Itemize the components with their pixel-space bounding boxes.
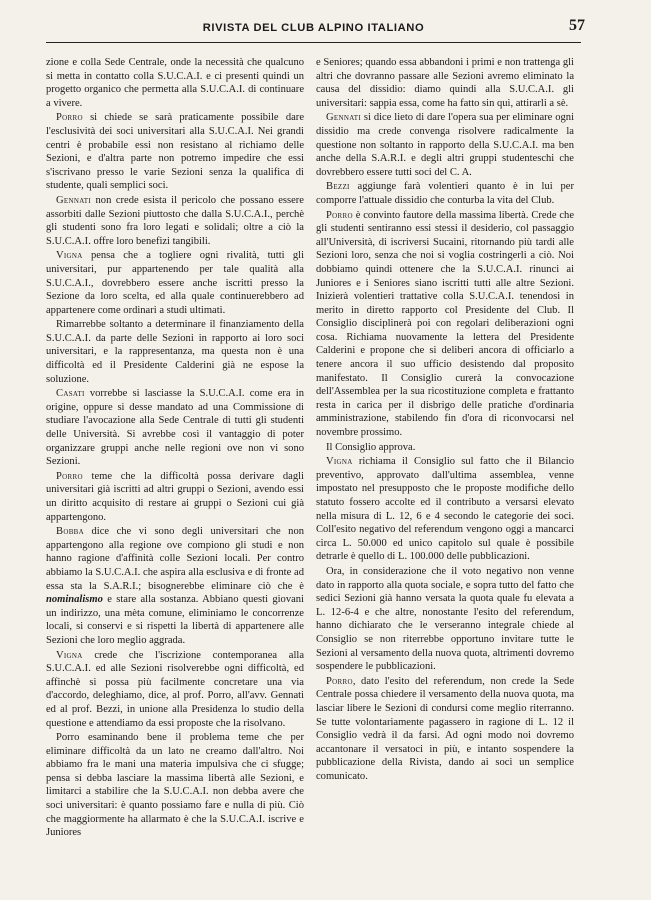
paragraph — [46, 387, 304, 469]
paragraph-text: vorrebbe si lasciasse la S.U.C.A.I. come era in origine, oppure si desse mandato ad una Commissione di studiare l'avocazione alla Sede Centrale di tutti gli studenti delle Università. Si avrebbe così il vantaggio di poter organizzare gruppi anche nelle regioni ove non vi sono Sezioni. — [46, 388, 305, 468]
speaker-name: Porro — [56, 470, 83, 482]
paragraph-text-after: e stare alla sostanza. Abbiano questi giovani un indirizzo, una mèta comune, eliminiamo le concorrenze locali, si conservi e si rispetti la libertà di appartenere alle Sezioni che loro meglio aggrada. — [46, 594, 304, 646]
paragraph-text: teme che la difficoltà possa derivare dagli universitari già iscritti ad altri gruppi o Sezioni, avendo essi un diritto acquisito di restare ai gruppi o Sezioni cui già appartengono. — [46, 470, 304, 523]
speaker-name: Bobba — [56, 526, 84, 538]
paragraph — [316, 209, 574, 440]
speaker-name: Gennati — [326, 112, 361, 124]
right-column — [316, 56, 574, 784]
speaker-name: Porro — [326, 209, 353, 221]
paragraph — [46, 470, 304, 524]
paragraph-text: dice che vi sono degli universitari che non appartengono alla regione ove compiono gli studi e non hanno ragione d'affinità colle Sezioni locali. Per contro abbiamo la S.U.C.A.I. che aspira alla esclusiva e di fronte ad essa sta la S.A.R.I.; bisognerebbe eliminare ciò che è — [46, 526, 304, 592]
emphasized-word: nominalismo — [46, 594, 103, 606]
paragraph-text: Rimarrebbe soltanto a determinare il finanziamento della S.U.C.A.I. da parte delle Sezioni in rapporto ai loro soci universitari, e la rappresentanza, ma questa non è una difficoltà ed il Presidente Calderini già ne espose la soluzione. — [46, 319, 304, 385]
paragraph-text: non crede esista il pericolo che possano essere assorbiti dalle Sezioni piuttosto che dalla S.U.C.A.I., perchè gli studenti sono fra loro legati e solidali; oltre a ciò la S.U.C.A.I. offre loro benefizi tangibili. — [46, 194, 304, 247]
paragraph — [46, 111, 304, 193]
paragraph-text: Porro esaminando bene il problema teme che per eliminare difficoltà da un lato ne creamo dall'altro. Noi abbiamo fra le mani una materia impulsiva che ci sfugge; pensa si debba lasciare la massima libertà alle Sezioni, e limitarci a stabilire che la S.U.C.A.I. non debba avere che soci universitari: è quanto possiamo fare e nulla di più. Ciò che maggiormente ha allarmato è che la S.U.C.A.I. iscrive e Juniores — [46, 732, 304, 839]
paragraph — [46, 731, 304, 840]
page-number: 57 — [569, 17, 585, 34]
paragraph-text: richiama il Consiglio sul fatto che il Bilancio preventivo, approvato dall'ultima assemblea, venne impostato nel presupposto che le proposte modifiche dello statuto fossero accolte ed il contributo a versarsi elevato nella misura di L. 12, 6 e 4 secondo le categorie dei soci. Coll'esito negativo del referendum vengono oggi a mancarci circa L. 50.000 ed unico capitolo sul quale è possibile detrarle è quello di L. 100.000 delle pubblicazioni. — [316, 456, 574, 563]
paragraph-text: aggiunge farà volentieri quanto è in lui per comporre l'attuale dissidio che conturba la vita del Club. — [316, 181, 574, 206]
paragraph — [46, 525, 304, 647]
speaker-name: Porro — [326, 675, 353, 687]
speaker-name: Vigna — [56, 649, 83, 661]
left-column — [46, 56, 304, 841]
speaker-name: Porro — [56, 112, 83, 124]
paragraph — [46, 194, 304, 248]
paragraph-text: crede che l'iscrizione contemporanea alla S.U.C.A.I. ed alle Sezioni risolverebbe ogni difficoltà, ed affinchè si possa più facilmente concretare una via d'accordo, deleghiamo, dice, al prof. Porro, all'avv. Gennati ed al prof. Bezzi, in unione alla Presidenza lo studio della questione e attendiamo da essi proposte che la risolvano. — [46, 649, 304, 729]
speaker-name: Gennati — [56, 194, 91, 206]
paragraph — [46, 649, 304, 731]
paragraph-text: è convinto fautore della massima libertà. Crede che gli studenti sentiranno essi stessi il desiderio, col passaggio all'Università, di iscriversi Sucaini, ritornando più tardi alle Sezioni loro, senza che noi si voglia costringerli a ciò. Noi dobbiamo quindi ottenere che la S.U.C.A.I. rinunci ai Juniores e i Seniores siano iscritti tutti alle altre Sezioni. Inizierà volentieri trattative colla S.U.C.A.I. tenendosi in merito in diretto rapporto col Presidente del Club. Il Consiglio disciplinerà poi con regolari deliberazioni ogni cosa. Richiama nuovamente la lettera del Presidente Calderini e propone che si deliberi ancora di officiarlo a tenere ancora il suo ufficio desistendo dal proposito manifestato. Il Consiglio curerà la convocazione dell'Assemblea per la sua ricostituzione completa e frattanto resta in carica per il disbrigo delle pratiche d'ordinaria amministrazione, stabilendo fin d'ora di riconvocarsi nel novembre prossimo. — [316, 209, 574, 439]
speaker-name: Vigna — [56, 250, 83, 262]
paragraph — [316, 56, 574, 110]
paragraph — [316, 180, 574, 207]
paragraph-text: Ora, in considerazione che il voto negativo non venne dato in rapporto alla quota sociale, e sopra tutto del fatto che sedici Sezioni già hanno versata la quota quale fu elevata a L. 12-6-4 e che altre, nonostante l'esito del referendum, hanno dichiarato che le verseranno integrale chiede al Consiglio se non riterrebbe opportuno invitare tutte le Sezioni al versamento della nuova quota, altrimenti dovremo sospendere le pubblicazioni. — [316, 565, 574, 673]
speaker-name: Casati — [56, 388, 85, 400]
paragraph-text: zione e colla Sede Centrale, onde la necessità che qualcuno si metta in contatto colla S.U.C.A.I. e ci presenti quindi un progetto organico che permetta alla S.U.C.A.I. di continuare a vivere. — [46, 57, 304, 109]
speaker-name: Vigna — [326, 456, 353, 468]
paragraph — [46, 56, 304, 110]
paragraph-text: e Seniores; quando essa abbandoni i primi e non trattenga gli altri che dovranno passare alle Sezioni avremo eliminato la causa del dissidio: diamo quindi alla S.U.C.A.I. gli universitari: sappia essa, come ha fatto sin qui, attirarli a sè. — [316, 57, 574, 109]
paragraph — [46, 318, 304, 386]
paragraph — [316, 111, 574, 179]
paragraph-text: si dice lieto di dare l'opera sua per eliminare ogni dissidio ma crede convenga risolvere radicalmente la questione non soltanto in rapporto della S.U.C.A.I. ma ben anche della S.A.R.I. e degli altri gruppi studenteschi che dovrebbero essere tutti soci del C. A. — [316, 112, 575, 178]
paragraph-text: si chiede se sarà praticamente possibile dare l'esclusività dei soci universitari alla S.U.C.A.I. Nei grandi centri è probabile essi non resistano al richiamo delle Sezioni, e d'altra parte non potremo impedire che essi s'iscrivano presso le varie Sezioni senza la qualifica di studente, quali semplici soci. — [46, 112, 304, 192]
paragraph — [46, 249, 304, 317]
paragraph-text: Il Consiglio approva. — [326, 441, 416, 453]
paragraph-text: , dato l'esito del referendum, non crede la Sede Centrale possa chiedere il versamento della nuova quota, ma lasciar libere le Sezioni di condursi come meglio riterranno. Se tutte volontariamente pagassero in ragione di L. 12 il Consiglio vedrà il da farsi. Ad ogni modo noi dovremo accantonare il versatoci in più, e intanto sospendere la pubblicazione della Rivista, dando ai soci un semplice comunicato. — [316, 675, 574, 782]
paragraph-text: pensa che a togliere ogni rivalità, tutti gli universitari, pur appartenendo per tale qualità alla S.U.C.A.I., dovrebbero essere anche iscritti presso la Sezione da loro scelta, ed alla quale continuerebbero ad appartenere come ordinari a studi ultimati. — [46, 250, 304, 316]
paragraph — [316, 455, 574, 564]
paragraph — [316, 675, 574, 784]
speaker-name: Bezzi — [326, 181, 350, 193]
paragraph — [316, 441, 574, 455]
running-header — [46, 14, 585, 43]
paragraph — [316, 565, 574, 674]
journal-title: RIVISTA DEL CLUB ALPINO ITALIANO — [202, 22, 425, 34]
